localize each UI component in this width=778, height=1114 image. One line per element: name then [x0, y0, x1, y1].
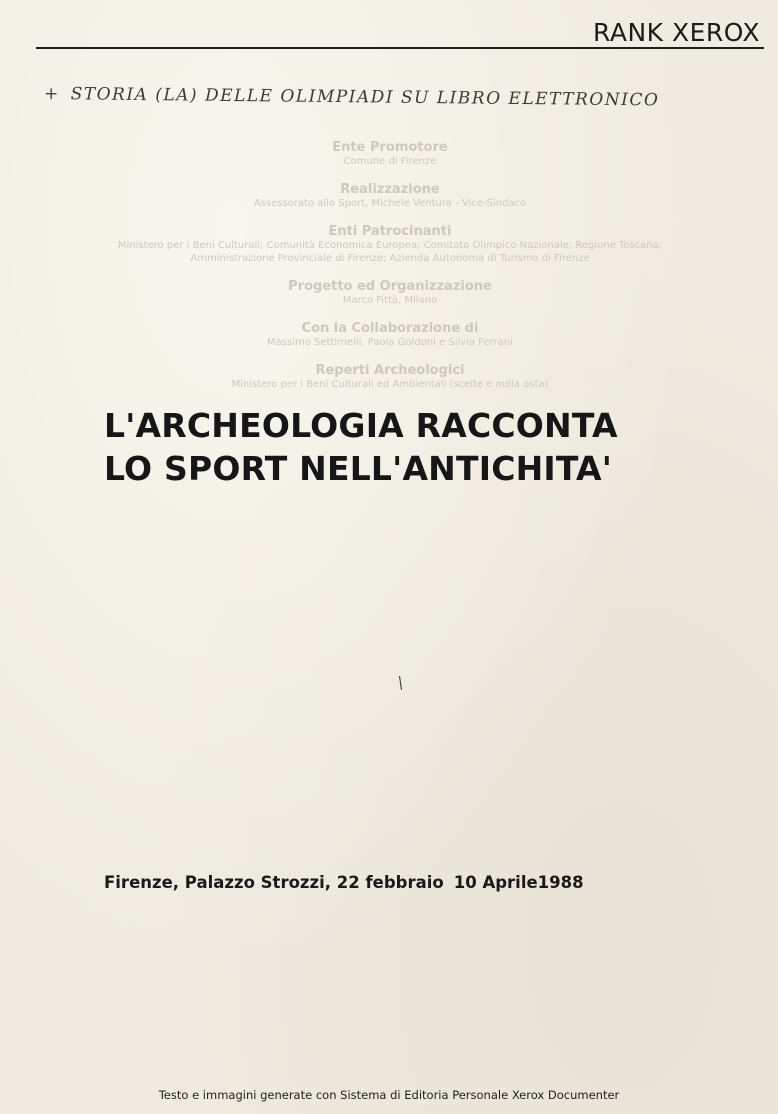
- credit-text: Massimo Settimelli, Paola Goldoni e Silvia Ferrani: [267, 337, 513, 348]
- venue-dates: 10 Aprile1988: [453, 873, 584, 892]
- credit-text: Comune di Firenze: [343, 156, 437, 167]
- brand-logo: RANK XEROX: [593, 18, 760, 47]
- credit-text: Ministero per i Beni Culturali ed Ambientali (scelte e nulla osta): [231, 379, 549, 390]
- credit-heading: Ente Promotore: [332, 140, 448, 155]
- venue-and-dates: [104, 873, 584, 892]
- handwritten-annotation: [44, 84, 764, 112]
- title-line-1: L'ARCHEOLOGIA RACCONTA: [104, 406, 618, 445]
- annotation-text: STORIA (LA) DELLE OLIMPIADI SU LIBRO ELETTRONICO: [70, 84, 660, 111]
- show-through-credits: [80, 126, 700, 391]
- credit-heading: Enti Patrocinanti: [328, 224, 452, 239]
- document-title: [104, 404, 618, 490]
- credit-heading: Reperti Archeologici: [315, 363, 465, 378]
- annotation-mark: +: [43, 84, 60, 105]
- credit-text: Ministero per i Beni Culturali; Comunità Economica Europea; Comitato Olimpico Nazionale; Regione Toscana;: [117, 240, 663, 251]
- header-rule: [36, 47, 764, 49]
- credit-heading: Con la Collaborazione di: [301, 321, 479, 336]
- credit-heading: Progetto ed Organizzazione: [288, 279, 492, 294]
- title-line-2: LO SPORT NELL'ANTICHITA': [104, 449, 613, 488]
- credit-text: Marco Fittà, Milano: [342, 295, 438, 306]
- credit-heading: Realizzazione: [340, 182, 440, 197]
- pen-tick-mark: [399, 676, 402, 690]
- credit-text: Assessorato allo Sport, Michele Ventura - Vice-Sindaco: [253, 198, 527, 209]
- venue-place: Firenze, Palazzo Strozzi, 22 febbraio: [104, 873, 444, 892]
- credit-text: Amministrazione Provinciale di Firenze; Azienda Autonoma di Turismo di Firenze: [190, 253, 590, 264]
- footer-note: Testo e immagini generate con Sistema di Editoria Personale Xerox Documenter: [158, 1088, 620, 1102]
